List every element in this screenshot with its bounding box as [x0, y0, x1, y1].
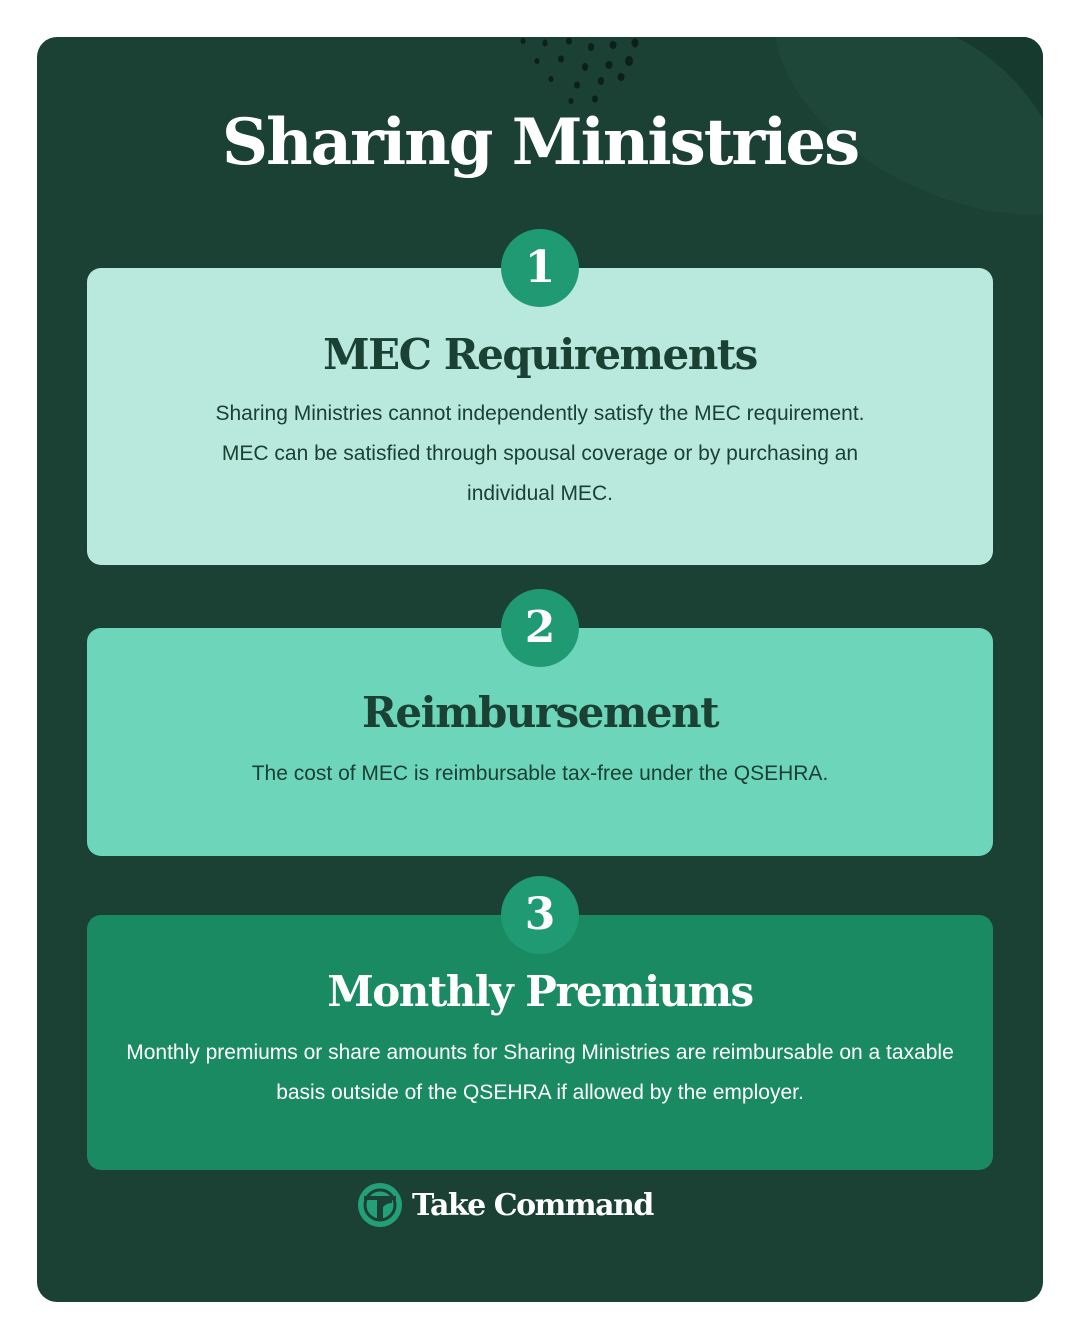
step-number-badge: 2 [501, 589, 579, 667]
card-heading: MEC Requirements [323, 330, 757, 379]
step-number-badge: 3 [501, 876, 579, 954]
card-heading: Reimbursement [361, 688, 719, 737]
card-mec-requirements [87, 242, 993, 565]
card-text: Sharing Ministries cannot independently satisfy the MEC requirement. MEC can be satisfied through spousal coverage or by purchasing an individual MEC. [215, 402, 865, 505]
page-title: Sharing Ministries [221, 105, 859, 180]
card-text: The cost of MEC is reimbursable tax-free under the QSEHRA. [251, 762, 829, 785]
card-reimbursement [87, 602, 993, 856]
brand-name: Take Command [412, 1187, 653, 1223]
card-text: Monthly premiums or share amounts for Sharing Ministries are reimbursable on a taxable basis outside of the QSEHRA if allowed by the employer. [126, 1041, 954, 1104]
card-monthly-premiums [87, 889, 993, 1170]
infographic-panel [37, 37, 1043, 1302]
card-heading: Monthly Premiums [327, 967, 753, 1016]
step-number-badge: 1 [501, 229, 579, 307]
brand-logo [356, 1180, 653, 1230]
take-command-logo-icon [356, 1181, 404, 1229]
